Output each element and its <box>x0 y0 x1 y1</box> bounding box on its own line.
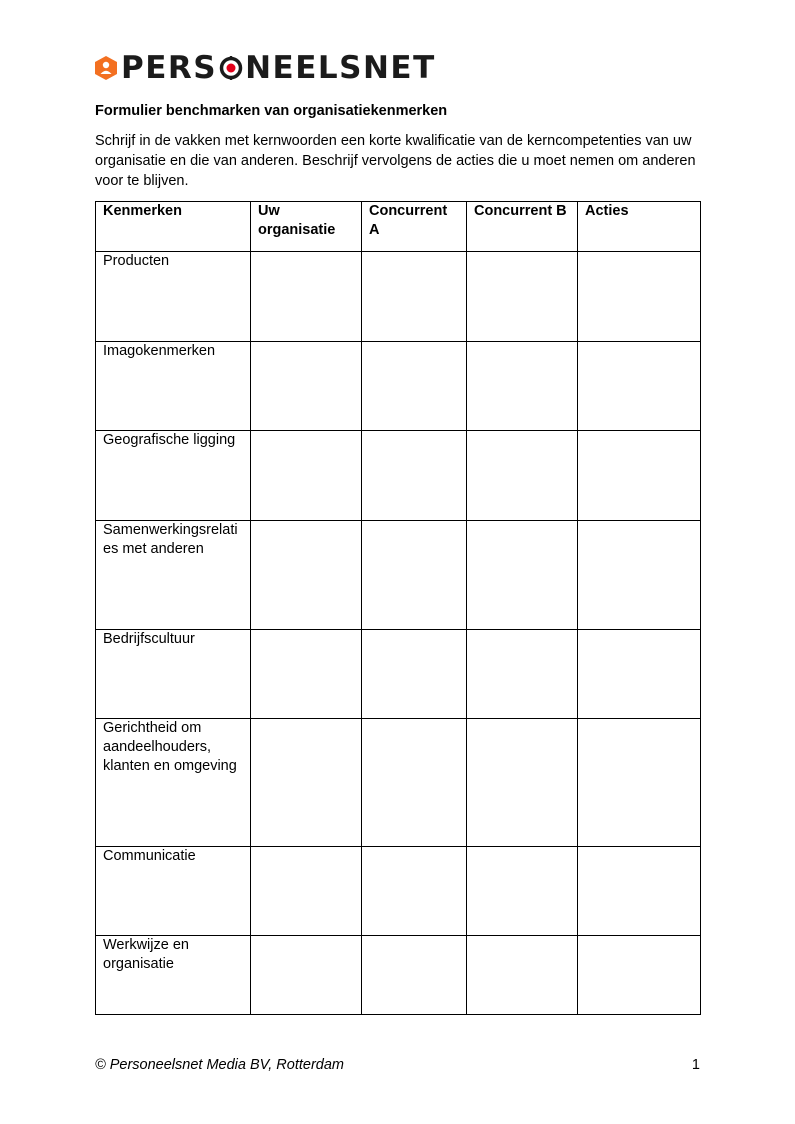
cell-concurrent-b[interactable] <box>467 847 578 936</box>
cell-uw-organisatie[interactable] <box>251 719 362 847</box>
cell-acties[interactable] <box>578 630 701 719</box>
row-label: Geografische ligging <box>96 431 251 521</box>
row-label: Samenwerkingsrelaties met anderen <box>96 521 251 630</box>
cell-uw-organisatie[interactable] <box>251 630 362 719</box>
cell-acties[interactable] <box>578 342 701 431</box>
header-kenmerken: Kenmerken <box>96 202 251 252</box>
footer-copyright: © Personeelsnet Media BV, Rotterdam <box>95 1057 344 1073</box>
cell-concurrent-b[interactable] <box>467 342 578 431</box>
logo-prefix: PERS <box>121 49 218 86</box>
table-row <box>96 431 701 521</box>
cell-acties[interactable] <box>578 719 701 847</box>
cell-uw-organisatie[interactable] <box>251 936 362 1015</box>
header-uw-organisatie: Uw organisatie <box>251 202 362 252</box>
cell-concurrent-a[interactable] <box>362 719 467 847</box>
cell-concurrent-b[interactable] <box>467 521 578 630</box>
document-title: Formulier benchmarken van organisatiekenmerken <box>95 103 448 119</box>
header-concurrent-b: Concurrent B <box>467 202 578 252</box>
header-acties: Acties <box>578 202 701 252</box>
cell-uw-organisatie[interactable] <box>251 342 362 431</box>
cell-concurrent-a[interactable] <box>362 431 467 521</box>
row-label: Imagokenmerken <box>96 342 251 431</box>
table-row <box>96 252 701 342</box>
table-row <box>96 936 701 1015</box>
cell-uw-organisatie[interactable] <box>251 521 362 630</box>
cell-concurrent-a[interactable] <box>362 342 467 431</box>
cell-concurrent-a[interactable] <box>362 630 467 719</box>
page-number: 1 <box>691 1057 700 1073</box>
cell-concurrent-b[interactable] <box>467 252 578 342</box>
target-mark-icon <box>219 56 243 80</box>
benchmark-table <box>95 201 701 1015</box>
cell-acties[interactable] <box>578 431 701 521</box>
brand-logo <box>94 49 436 87</box>
cell-concurrent-b[interactable] <box>467 630 578 719</box>
cell-concurrent-b[interactable] <box>467 719 578 847</box>
table-row <box>96 630 701 719</box>
cell-uw-organisatie[interactable] <box>251 252 362 342</box>
row-label: Bedrijfscultuur <box>96 630 251 719</box>
table-row <box>96 719 701 847</box>
cell-concurrent-b[interactable] <box>467 431 578 521</box>
cell-acties[interactable] <box>578 521 701 630</box>
table-row <box>96 521 701 630</box>
logo-suffix: NEELSNET <box>245 49 436 86</box>
row-label: Werkwijze en organisatie <box>96 936 251 1015</box>
cell-concurrent-b[interactable] <box>467 936 578 1015</box>
document-intro: Schrijf in de vakken met kernwoorden een korte kwalificatie van de kerncompetenties van uw organisatie en die van anderen. Beschrijf vervolgens de acties die u moet nemen om anderen voor te blijven. <box>95 133 696 189</box>
table-row <box>96 847 701 936</box>
logo-wordmark <box>121 49 436 86</box>
cell-concurrent-a[interactable] <box>362 252 467 342</box>
row-label: Producten <box>96 252 251 342</box>
cell-acties[interactable] <box>578 936 701 1015</box>
cell-uw-organisatie[interactable] <box>251 847 362 936</box>
cell-concurrent-a[interactable] <box>362 936 467 1015</box>
table-row <box>96 342 701 431</box>
cell-concurrent-a[interactable] <box>362 847 467 936</box>
cell-acties[interactable] <box>578 252 701 342</box>
header-concurrent-a: Concurrent A <box>362 202 467 252</box>
person-badge-icon <box>94 55 118 81</box>
table-header-row <box>96 202 701 252</box>
row-label: Gerichtheid om aandeelhouders, klanten en omgeving <box>96 719 251 847</box>
cell-acties[interactable] <box>578 847 701 936</box>
cell-concurrent-a[interactable] <box>362 521 467 630</box>
cell-uw-organisatie[interactable] <box>251 431 362 521</box>
row-label: Communicatie <box>96 847 251 936</box>
